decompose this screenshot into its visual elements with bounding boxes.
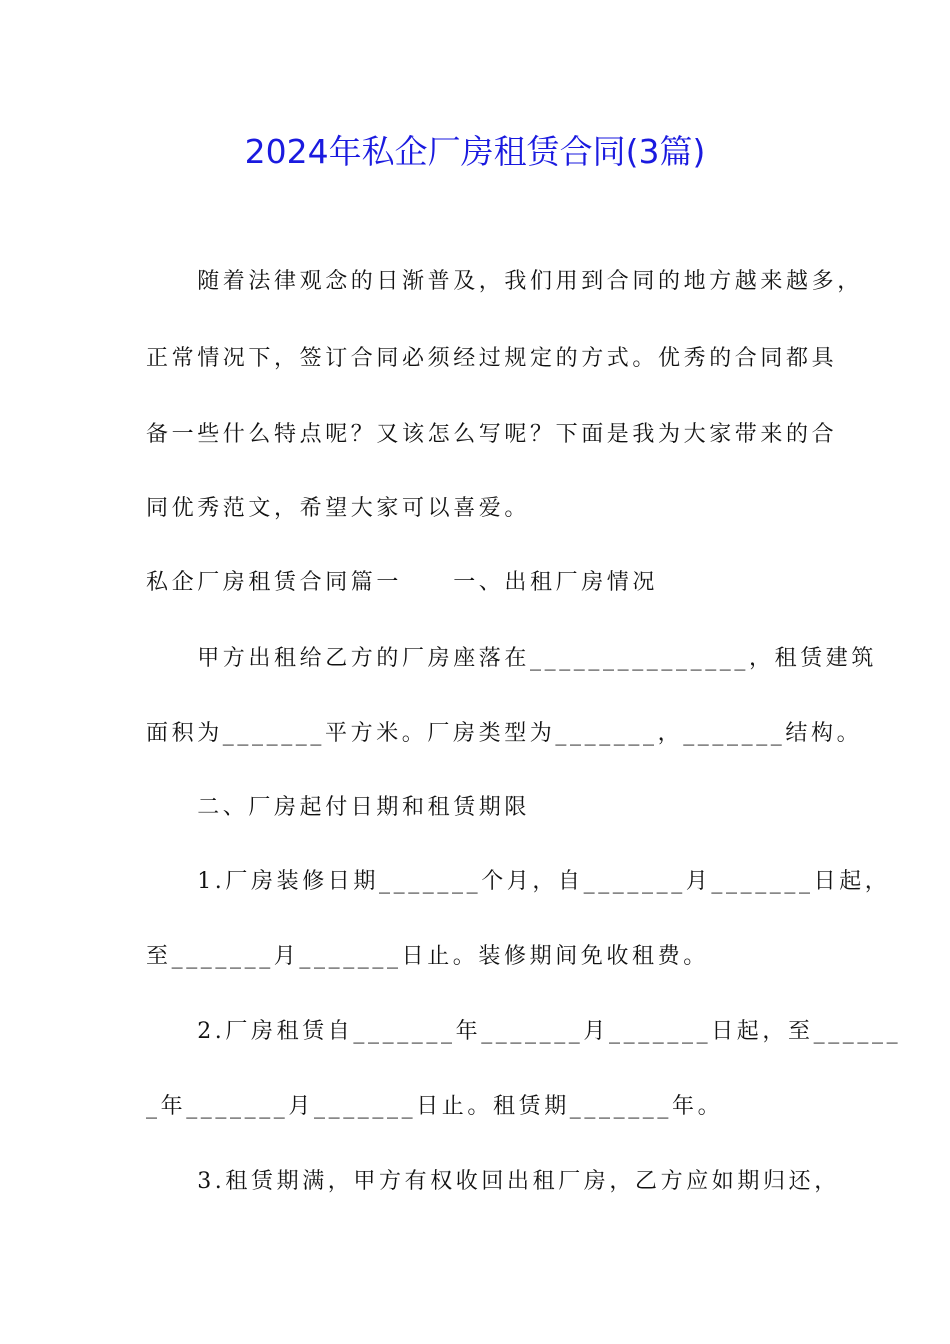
document-title: 2024年私企厂房租赁合同(3篇) (244, 132, 706, 171)
paragraph-line: 随着法律观念的日渐普及，我们用到合同的地方越来越多， (146, 269, 863, 294)
paragraph-line: 3.租赁期满，甲方有权收回出租厂房，乙方应如期归还， (146, 1169, 840, 1194)
paragraph-line: 甲方出租给乙方的厂房座落在_______________，租赁建筑 (146, 646, 878, 671)
paragraph-line: 同优秀范文，希望大家可以喜爱。 (146, 496, 531, 521)
section-heading-line: 二、厂房起付日期和租赁期限 (146, 795, 531, 820)
paragraph-line: _年_______月_______日止。租赁期_______年。 (146, 1094, 724, 1119)
paragraph-line: 面积为_______平方米。厂房类型为_______，_______结构。 (146, 721, 863, 746)
paragraph-line: 1.厂房装修日期_______个月，自_______月_______日起， (146, 869, 891, 894)
paragraph-line: 2.厂房租赁自_______年_______月_______日起，至______ (146, 1019, 902, 1044)
paragraph-line: 正常情况下，签订合同必须经过规定的方式。优秀的合同都具 (146, 346, 838, 371)
section-heading-line: 私企厂房租赁合同篇一 一、出租厂房情况 (146, 570, 659, 595)
paragraph-line: 至_______月_______日止。装修期间免收租费。 (146, 944, 709, 969)
paragraph-line: 备一些什么特点呢？又该怎么写呢？下面是我为大家带来的合 (146, 422, 838, 447)
